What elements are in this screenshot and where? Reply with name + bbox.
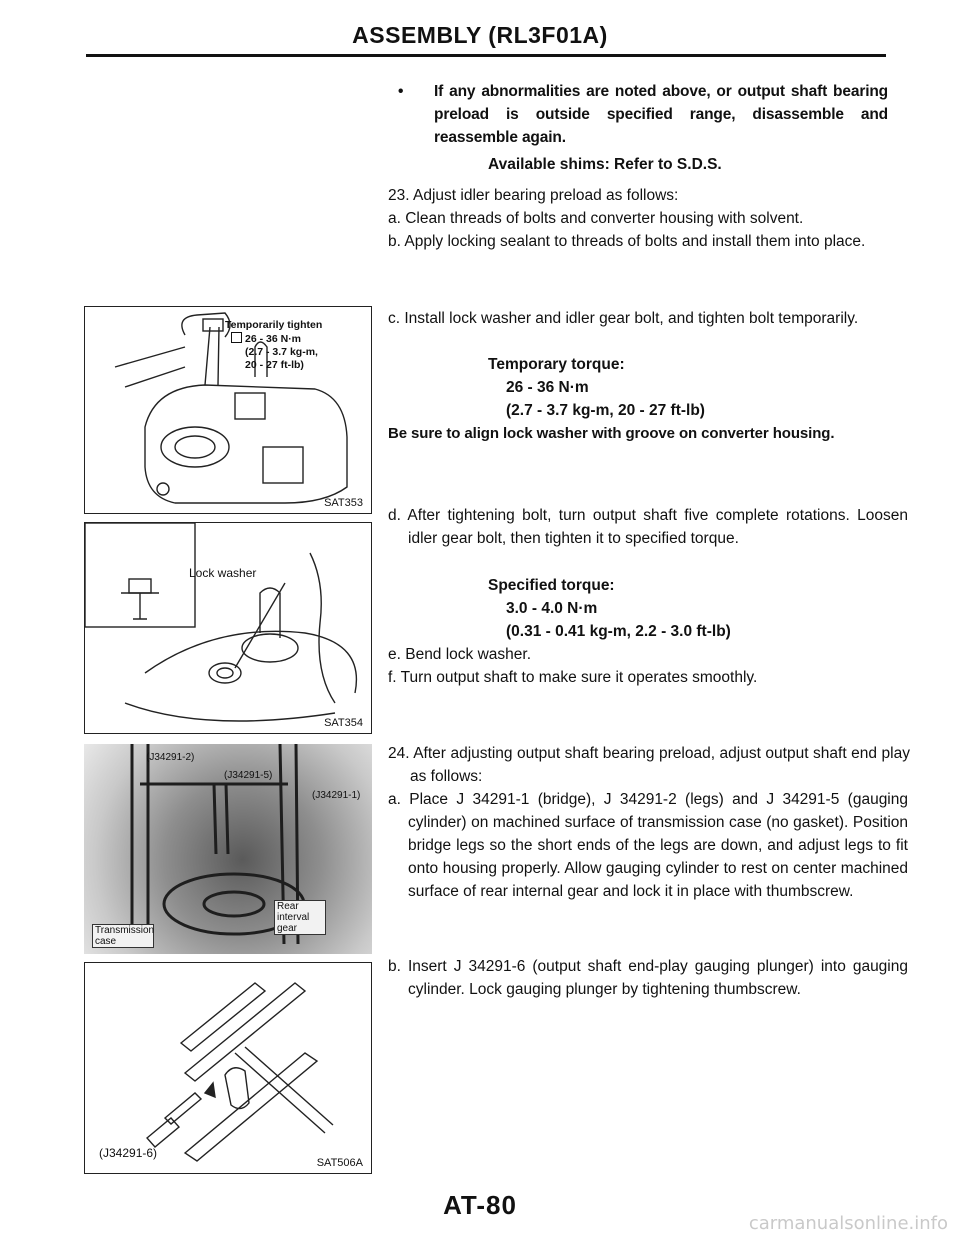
- step-23e: e. Bend lock washer.: [388, 646, 532, 663]
- step-23c: c. Install lock washer and idler gear bolt, and tighten bolt temporarily.: [388, 310, 859, 327]
- step-23b: b. Apply locking sealant to threads of bolts and install them into place.: [388, 233, 866, 250]
- photo-label-transmission-case: Transmission case: [92, 924, 154, 948]
- torque-wrench-icon: [231, 332, 242, 343]
- photo-label-rear-internal-gear: Rear interval gear: [274, 900, 326, 935]
- tighten-callout: [225, 319, 322, 372]
- step-23d: d. After tightening bolt, turn output shaft five complete rotations. Loosen idler gear bolt, then tighten it to specified torque.: [388, 507, 908, 547]
- gauging-plunger-illustration: [85, 963, 371, 1173]
- bullet-text: If any abnormalities are noted above, or output shaft bearing preload is outside specified range, disassemble and reassemble again.: [434, 83, 888, 146]
- figure-code: SAT353: [324, 497, 363, 509]
- gauge-setup-photo: [84, 744, 372, 954]
- page-header-title: ASSEMBLY (RL3F01A): [352, 22, 608, 48]
- callout-line-3: (2.7 - 3.7 kg-m,: [245, 346, 318, 358]
- photo-label-j34291-5: (J34291-5): [224, 770, 273, 781]
- plunger-label: (J34291-6): [99, 1146, 158, 1160]
- header-rule: [86, 54, 886, 57]
- bullet-dot: •: [398, 83, 404, 100]
- step-24a: a. Place J 34291-1 (bridge), J 34291-2 (legs) and J 34291-5 (gauging cylinder) on machined surface of transmission case (no gasket). Position bridge legs so the short ends of the legs are down, and adjust legs to fit onto housing properly. Allow gauging cylinder to rest on center machined surface of rear internal gear and lock it in place with thumbscrew.: [388, 791, 908, 900]
- step-23f: f. Turn output shaft to make sure it operates smoothly.: [388, 669, 758, 686]
- page-number: AT-80: [443, 1190, 517, 1220]
- photo-label-j34291-2: (J34291-2): [146, 752, 195, 763]
- specified-torque-value-nm: 3.0 - 4.0 N·m: [506, 600, 598, 617]
- temporary-torque-value-nm: 26 - 36 N·m: [506, 379, 589, 396]
- temporary-torque-label: Temporary torque:: [488, 356, 625, 373]
- step-24b: b. Insert J 34291-6 (output shaft end-play gauging plunger) into gauging cylinder. Lock gauging plunger by tightening thumbscrew.: [388, 958, 908, 998]
- step-23a: a. Clean threads of bolts and converter housing with solvent.: [388, 210, 804, 227]
- lock-washer-label: Lock washer: [189, 566, 257, 580]
- lock-washer-illustration: [85, 523, 371, 733]
- callout-line-4: 20 - 27 ft-lb): [245, 359, 304, 371]
- temporary-torque-value-alt: (2.7 - 3.7 kg-m, 20 - 27 ft-lb): [506, 402, 705, 419]
- step-23: 23. Adjust idler bearing preload as follows:: [388, 187, 679, 204]
- specified-torque-value-alt: (0.31 - 0.41 kg-m, 2.2 - 3.0 ft-lb): [506, 623, 731, 640]
- bullet-note: [388, 80, 888, 149]
- available-shims: Available shims: Refer to S.D.S.: [488, 156, 722, 173]
- callout-line-2: 26 - 36 N·m: [245, 333, 302, 345]
- figure-sat354: [84, 522, 372, 734]
- step-24: 24. After adjusting output shaft bearing preload, adjust output shaft end play as follows:: [388, 745, 910, 785]
- figure-code: SAT506A: [316, 1157, 363, 1169]
- watermark: carmanualsonline.info: [748, 1213, 948, 1234]
- figure-code: SAT354: [324, 717, 363, 729]
- specified-torque-label: Specified torque:: [488, 577, 615, 594]
- figure-sat353: [84, 306, 372, 514]
- lock-washer-note: Be sure to align lock washer with groove on converter housing.: [388, 425, 835, 442]
- callout-line-1: Temporarily tighten: [225, 319, 323, 331]
- figure-sat506a: [84, 962, 372, 1174]
- photo-label-j34291-1: (J34291-1): [312, 790, 361, 801]
